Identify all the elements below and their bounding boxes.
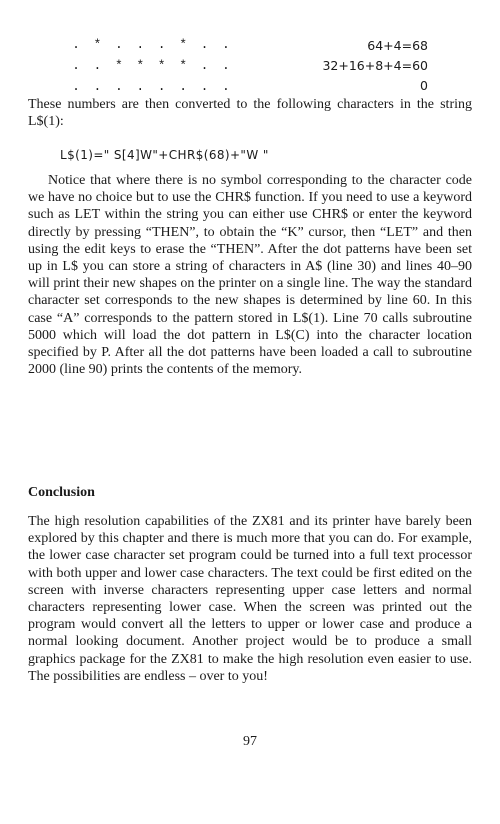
page-number: 97 (243, 734, 257, 749)
dot-pattern-cell: . (114, 79, 123, 94)
dot-pattern-cell: . (179, 79, 188, 94)
dot-pattern-cell: * (179, 58, 188, 73)
dot-pattern-cell: . (157, 79, 166, 94)
dot-pattern-cell: * (136, 58, 145, 73)
dot-pattern-cell: . (136, 37, 145, 52)
dot-pattern-cell: . (157, 37, 166, 52)
dot-pattern-grid (66, 34, 236, 97)
dot-pattern-row (66, 55, 236, 76)
dot-pattern-cell: . (136, 79, 145, 94)
conclusion-paragraph: The high resolution capabilities of the ZX81 and its printer have barely been explored by this chapter and there is much more that you can do. For example, the lower case character set program could be turned into a full text processor with both upper and lower case characters. The text could be first edited on the screen with inverse characters representing upper case letters and normal characters representing lower case. When the screen was printed out the program would convert all the letters to upper or lower case and produce a normal looking document. Another project would be to produce a small graphics package for the ZX81 to make the high resolution even easier to use. The possibilities are endless – over to you! (28, 514, 472, 684)
dot-pattern-cell: * (93, 37, 102, 52)
dot-pattern-cell: . (72, 79, 80, 94)
dot-pattern-cell: * (157, 58, 166, 73)
dot-pattern-row (66, 34, 236, 55)
dot-pattern-cell: . (93, 58, 102, 73)
dot-pattern-cell: . (200, 79, 209, 94)
dot-pattern-cell: . (200, 37, 209, 52)
dot-pattern-cell: * (114, 58, 123, 73)
dot-pattern-row (66, 76, 236, 97)
dot-pattern-cell: . (72, 37, 80, 52)
dot-pattern-cell: . (222, 37, 230, 52)
code-line: L$(1)=" S[4]W"+CHR$(68)+"W " (60, 148, 269, 162)
explanation-paragraph: Notice that where there is no symbol corresponding to the character code we have no choice but to use the CHR$ function. If you need to use a keyword such as LET within the string you can either use CHR$ or enter the keyword directly by pressing “THEN”, to obtain the “K” cursor, then “LET” and then using the edit keys to erase the “THEN”. After the dot patterns have been set up in L$ you can store a string of characters in A$ (line 30) and lines 40–90 will print their new shapes on the printer on a single line. The way the standard character set corresponds to the new shapes is determined by line 60. In this case “A” corresponds to the pattern stored in L$(1). Line 70 calls subroutine 5000 which will load the dot pattern in L$(C) into the character location specified by P. After all the dot patterns have been loaded a call to subroutine 2000 (line 90) prints the contents of the memory. (28, 173, 472, 378)
conclusion-heading: Conclusion (28, 485, 95, 500)
dot-pattern-cell: . (222, 79, 230, 94)
dot-pattern-cell: . (222, 58, 230, 73)
dot-pattern-cell: * (179, 37, 188, 52)
bit-sum-row-2: 32+16+8+4=60 (322, 58, 428, 73)
dot-pattern-cell: . (93, 79, 102, 94)
dot-pattern-cell: . (114, 37, 123, 52)
dot-pattern-cell: . (72, 58, 80, 73)
bit-sum-row-1: 64+4=68 (367, 38, 428, 53)
intro-paragraph: These numbers are then converted to the following characters in the string L$(1): (28, 97, 472, 130)
bit-sum-row-3: 0 (420, 78, 428, 93)
bit-sum-column (322, 36, 428, 96)
dot-pattern-cell: . (200, 58, 209, 73)
